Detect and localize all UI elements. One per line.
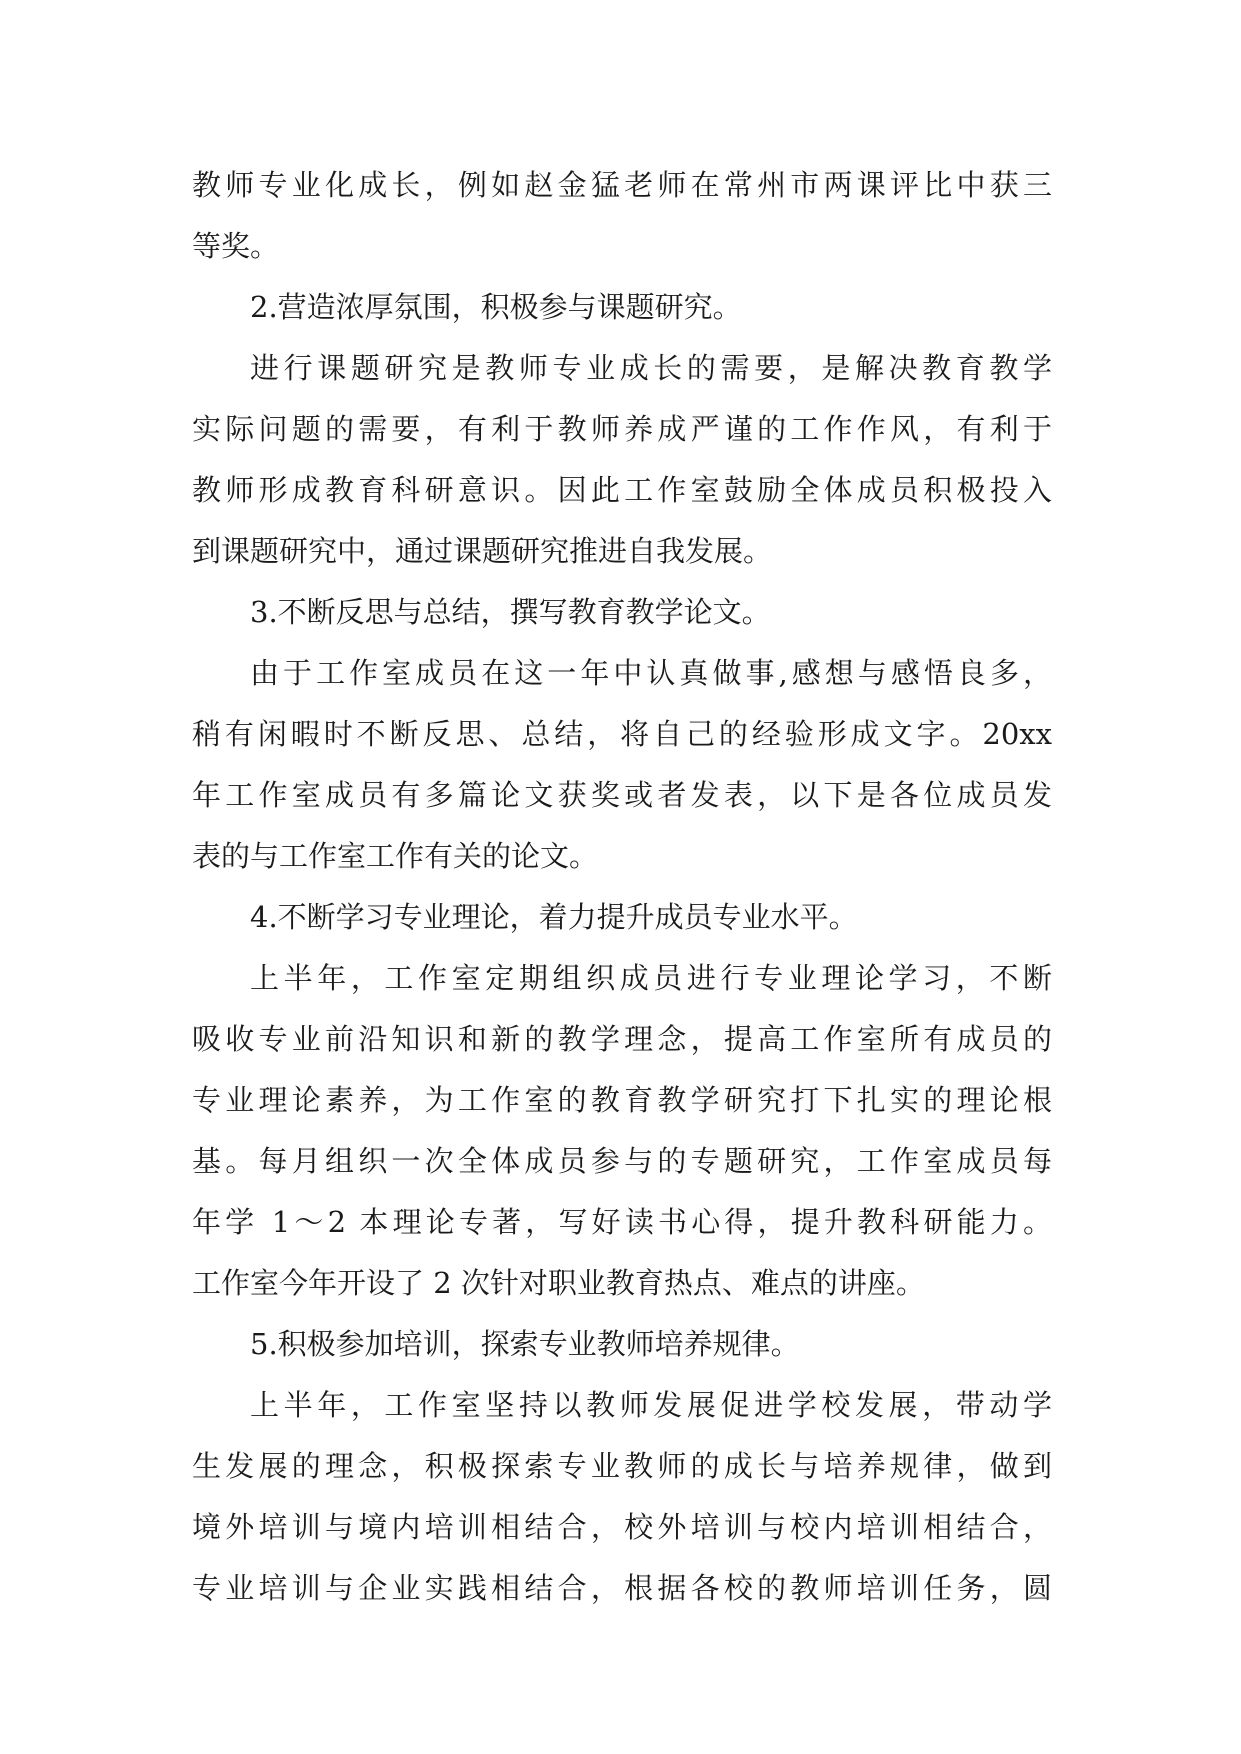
paragraph-line: 由于工作室成员在这一年中认真做事,感想与感悟良多， [250, 656, 1052, 690]
paragraph-line: 基。每月组织一次全体成员参与的专题研究，工作室成员每 [192, 1144, 1052, 1178]
paragraph-line: 上半年，工作室坚持以教师发展促进学校发展，带动学 [250, 1388, 1052, 1422]
paragraph-line: 表的与工作室工作有关的论文。 [192, 839, 599, 873]
paragraph-line: 工作室今年开设了 2 次针对职业教育热点、难点的讲座。 [192, 1266, 925, 1300]
paragraph-line: 专业理论素养，为工作室的教育教学研究打下扎实的理论根 [192, 1083, 1052, 1117]
paragraph-line: 吸收专业前沿知识和新的教学理念，提高工作室所有成员的 [192, 1022, 1052, 1056]
paragraph-line: 到课题研究中，通过课题研究推进自我发展。 [192, 534, 773, 568]
paragraph-line: 年学 1～2 本理论专著，写好读书心得，提升教科研能力。 [192, 1205, 1052, 1239]
paragraph-line: 上半年，工作室定期组织成员进行专业理论学习，不断 [250, 961, 1052, 995]
document-body [192, 155, 1052, 1619]
paragraph-line: 专业培训与企业实践相结合，根据各校的教师培训任务，圆 [192, 1571, 1052, 1605]
paragraph-line: 进行课题研究是教师专业成长的需要，是解决教育教学 [250, 351, 1052, 385]
section-heading: 5.积极参加培训，探索专业教师培养规律。 [250, 1327, 800, 1361]
paragraph-line: 教师专业化成长，例如赵金猛老师在常州市两课评比中获三 [192, 168, 1052, 202]
paragraph-line: 实际问题的需要，有利于教师养成严谨的工作作风，有利于 [192, 412, 1052, 446]
paragraph-line: 境外培训与境内培训相结合，校外培训与校内培训相结合， [192, 1510, 1052, 1544]
paragraph-line: 教师形成教育科研意识。因此工作室鼓励全体成员积极投入 [192, 473, 1052, 507]
paragraph-line: 年工作室成员有多篇论文获奖或者发表，以下是各位成员发 [192, 778, 1052, 812]
section-heading: 4.不断学习专业理论，着力提升成员专业水平。 [250, 900, 858, 934]
section-heading: 2.营造浓厚氛围，积极参与课题研究。 [250, 290, 742, 324]
paragraph-line: 稍有闲暇时不断反思、总结，将自己的经验形成文字。20xx [192, 717, 1052, 751]
paragraph-line: 等奖。 [192, 229, 280, 263]
paragraph-line: 生发展的理念，积极探索专业教师的成长与培养规律，做到 [192, 1449, 1052, 1483]
section-heading: 3.不断反思与总结，撰写教育教学论文。 [250, 595, 771, 629]
